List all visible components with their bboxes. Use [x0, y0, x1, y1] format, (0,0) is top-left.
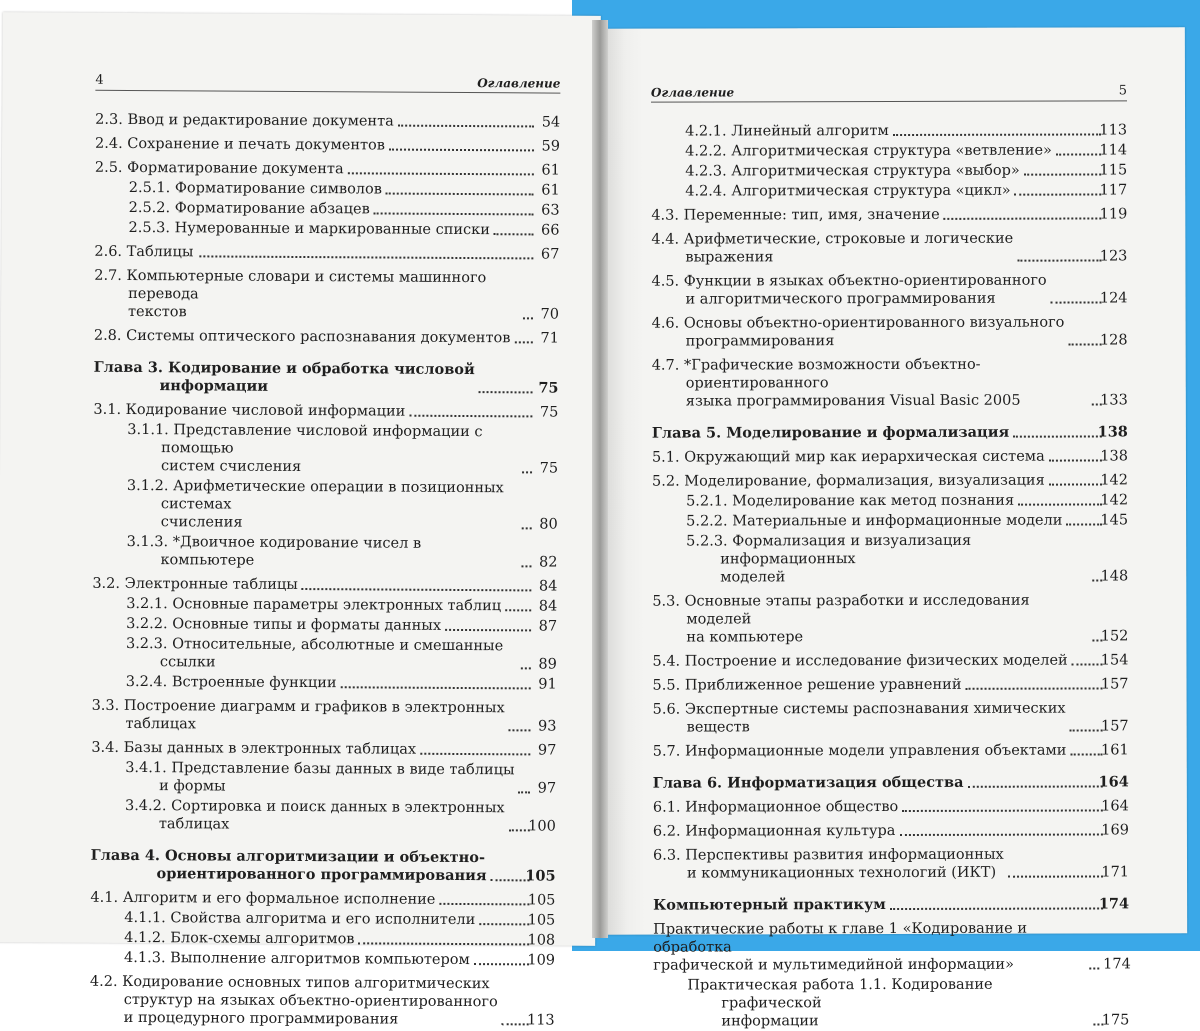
toc-entry-title: 5.6. Экспертные системы распознавания химических веществ	[652, 700, 1066, 736]
toc-entry	[94, 243, 559, 264]
toc-entry	[94, 327, 559, 348]
toc-entry-title: Глава 6. Информатизация общества	[652, 773, 964, 792]
dot-leader	[439, 903, 529, 906]
toc-entry-title: 4.2.1. Линейный алгоритм	[685, 123, 889, 140]
toc-entry-title: 5.5. Приближенное решение уравнений	[652, 676, 962, 694]
toc-entry-title: 3.2.3. Относительные, абсолютные и смешанные ссылки	[125, 635, 504, 671]
toc-entry-title: 3.4.1. Представление базы данных в виде таблицы и формы	[125, 759, 515, 795]
right-page	[603, 27, 1187, 1030]
toc-entry-page: 142	[1100, 492, 1129, 509]
toc-entry-page: 161	[1100, 742, 1129, 759]
toc-entry-title: 3.1.1. Представление числовой информации с помощью систем счисления	[127, 421, 483, 476]
toc-entry	[651, 121, 1127, 140]
toc-entry-page: 164	[1098, 773, 1129, 791]
dot-leader	[479, 923, 529, 925]
dot-leader	[479, 391, 533, 393]
toc-entry-page: 148	[1100, 568, 1129, 585]
toc-entry	[94, 219, 559, 240]
toc-entry-title: 6.3. Перспективы развития информационных и коммуникационных технологий (ИКТ)	[652, 846, 1004, 882]
toc-entry-page: 119	[1099, 206, 1128, 223]
toc-entry	[95, 159, 560, 180]
toc-entry-title: 2.4. Сохранение и печать документов	[94, 135, 386, 154]
dot-leader	[509, 729, 531, 731]
toc-entry-title: 5.4. Построение и исследование физических моделей	[652, 652, 1068, 670]
dot-leader	[521, 667, 531, 669]
toc-entry	[90, 973, 555, 1030]
dot-leader	[518, 791, 530, 793]
toc-entry	[653, 797, 1129, 816]
toc-entry-title: 5.1. Окружающий мир как иерархическая система	[651, 448, 1045, 466]
toc-entry-title: Компьютерный практикум	[653, 896, 886, 914]
dot-leader	[521, 565, 531, 567]
toc-entry-page: 97	[537, 742, 557, 759]
toc-entry	[90, 909, 555, 930]
toc-entry-title: 3.2.4. Встроенные функции	[125, 673, 337, 692]
toc-entry-title: 4.5. Функции в языках объектно-ориентированного и алгоритмического программирования	[651, 272, 1047, 308]
book-gutter	[592, 20, 608, 938]
toc-entry	[95, 135, 560, 156]
dot-leader	[522, 471, 532, 473]
toc-entry	[652, 355, 1128, 410]
toc-entry-title: 2.5.3. Нумерованные и маркированные списки	[128, 219, 490, 239]
toc-entry-page: 157	[1100, 718, 1129, 735]
toc-entry	[652, 313, 1128, 350]
toc-entry	[652, 511, 1128, 530]
toc-entry-page: 169	[1101, 822, 1129, 839]
toc-entry	[95, 199, 560, 220]
toc-entry-title: 4.1. Алгоритм и его формальное исполнение	[90, 889, 436, 908]
dot-leader	[1018, 503, 1102, 505]
toc-entry-page: 71	[540, 330, 559, 347]
toc-entry	[652, 651, 1128, 670]
toc-entry	[95, 179, 560, 200]
dot-leader	[965, 687, 1102, 689]
toc-entry	[93, 401, 558, 422]
dot-leader	[341, 686, 531, 689]
toc-entry	[92, 673, 557, 694]
dot-leader	[514, 341, 532, 343]
toc-entry-page: 113	[526, 1012, 555, 1029]
toc-entry	[95, 111, 560, 132]
left-page-header	[95, 73, 560, 94]
toc-entry-page: 105	[527, 912, 556, 929]
dot-leader	[348, 172, 534, 175]
dot-leader	[902, 809, 1103, 812]
dot-leader	[899, 833, 1103, 836]
toc-entry-title: Практическая работа 1.1. Кодирование графической информации	[687, 976, 993, 1030]
toc-entry-title: 3.2. Электронные таблицы	[92, 575, 298, 593]
toc-entry-page: 174	[1103, 956, 1131, 973]
toc-entry-title: 3.1.2. Арифметические операции в позиционных системах счисления	[126, 477, 504, 531]
toc-chapter-entry	[653, 895, 1129, 914]
toc-entry-page: 138	[1097, 423, 1128, 441]
toc-entry	[92, 575, 557, 596]
toc-entry	[91, 759, 556, 798]
toc-entry-page: 66	[541, 222, 560, 239]
dot-leader	[420, 753, 530, 756]
toc-entry-title: 3.1.3. *Двоичное кодирование чисел в компьютере	[126, 533, 422, 569]
dot-leader	[890, 907, 1103, 910]
toc-entry	[652, 447, 1128, 466]
toc-entry-title: 4.2.3. Алгоритмическая структура «выбор»	[685, 162, 1020, 180]
toc-entry-page: 133	[1100, 392, 1128, 409]
left-page	[0, 12, 601, 1029]
toc-entry-page: 113	[1099, 122, 1128, 139]
dot-leader	[386, 193, 534, 196]
dot-leader	[1013, 435, 1102, 437]
toc-entry-page: 108	[527, 932, 556, 949]
dot-leader	[358, 942, 529, 945]
toc-entry-page: 70	[540, 306, 560, 323]
right-page-header	[651, 83, 1127, 102]
toc-entry-title: Практические работы к главе 1 «Кодирование и обработка графической и мультимедийной информации»	[653, 920, 1028, 974]
toc-entry-page: 157	[1100, 676, 1129, 693]
toc-entry	[90, 889, 555, 910]
toc-entry-title: 5.2.3. Формализация и визуализация информационных моделей	[686, 532, 972, 586]
toc-entry-page: 97	[537, 780, 557, 797]
toc-entry-page: 128	[1099, 332, 1128, 349]
dot-leader	[967, 785, 1102, 787]
toc-entry-title: 3.2.2. Основные типы и форматы данных	[126, 615, 442, 634]
toc-entry	[651, 141, 1127, 160]
toc-entry-page: 175	[1101, 1012, 1130, 1029]
toc-entry	[653, 699, 1129, 736]
dot-leader	[302, 588, 532, 591]
toc-entry-title: Глава 4. Основы алгоритмизации и объектно- ориентированного программирования	[90, 846, 487, 885]
running-title: Оглавление	[650, 85, 735, 100]
toc-entry-page: 171	[1101, 864, 1130, 881]
dot-leader	[1056, 153, 1101, 155]
toc-entry-page: 75	[539, 460, 559, 477]
toc-entry-page: 105	[525, 867, 556, 885]
toc-entry	[652, 491, 1128, 510]
toc-entry-title: 4.3. Переменные: тип, имя, значение	[651, 206, 940, 224]
toc-entry-page: 109	[527, 952, 556, 969]
toc-entry-page: 63	[541, 202, 560, 219]
toc-entry	[653, 975, 1129, 1030]
toc-entry-page: 82	[538, 554, 558, 571]
toc-chapter-entry	[652, 423, 1128, 442]
toc-entry-title: 3.4. Базы данных в электронных таблицах	[91, 739, 417, 758]
toc-entry-title: Глава 5. Моделирование и формализация	[651, 423, 1010, 442]
dot-leader	[409, 415, 532, 418]
toc-entry-page: 61	[541, 182, 560, 199]
toc-entry-title: Глава 3. Кодирование и обработка числовой информации	[93, 358, 475, 395]
toc-entry-page: 59	[541, 138, 561, 155]
toc-entry-title: 4.1.2. Блок-схемы алгоритмов	[124, 929, 355, 948]
toc-entry-page: 87	[538, 618, 558, 635]
toc-entry-title: 4.2. Кодирование основных типов алгоритмических структур на языках объектно-ориентированного и процедурного программирования	[89, 973, 498, 1028]
toc-entry-title: 6.1. Информационное общество	[652, 798, 899, 816]
toc-entry	[92, 615, 557, 636]
toc-entry-title: 4.7. *Графические возможности объектно-ориентированного языка программирования Visual Basic 2005	[651, 356, 1021, 410]
dot-leader	[474, 963, 529, 965]
toc-entry	[92, 533, 557, 572]
toc-entry-page: 93	[537, 718, 557, 735]
toc-entry-page: 124	[1099, 290, 1128, 307]
toc-entry-page: 114	[1099, 142, 1128, 159]
toc-entry	[91, 697, 556, 736]
toc-entry-page: 84	[538, 578, 558, 595]
toc-entry	[653, 919, 1129, 974]
toc-entry-title: 2.6. Таблицы	[94, 243, 194, 261]
table-of-contents	[90, 111, 561, 1030]
dot-leader	[1089, 967, 1099, 969]
toc-entry-page: 75	[539, 404, 559, 421]
toc-entry-page: 105	[527, 892, 556, 909]
toc-entry-title: 2.3. Ввод и редактирование документа	[95, 111, 394, 130]
dot-leader	[1008, 875, 1103, 877]
toc-entry-title: 4.4. Арифметические, строковые и логические выражения	[651, 230, 1014, 266]
toc-entry-page: 54	[541, 114, 561, 131]
toc-entry	[652, 471, 1128, 490]
toc-entry	[651, 181, 1127, 200]
toc-entry-title: 6.2. Информационная культура	[652, 823, 896, 840]
toc-entry	[93, 421, 558, 478]
dot-leader	[893, 133, 1101, 136]
page-number: 5	[1118, 83, 1127, 99]
toc-entry-page: 84	[538, 598, 558, 615]
toc-entry-title: 2.5.1. Форматирование символов	[128, 179, 382, 198]
table-of-contents	[651, 121, 1129, 1030]
dot-leader	[1051, 301, 1102, 303]
toc-entry	[92, 595, 557, 616]
toc-entry-page: 174	[1098, 895, 1130, 913]
dot-leader	[1070, 729, 1103, 731]
toc-entry	[653, 741, 1129, 760]
toc-entry-title: 2.8. Системы оптического распознавания документов	[93, 327, 511, 347]
running-title: Оглавление	[477, 76, 561, 91]
toc-entry-title: 4.2.2. Алгоритмическая структура «ветвление»	[685, 142, 1052, 160]
toc-entry-title: 4.2.4. Алгоритмическая структура «цикл»	[685, 182, 1011, 200]
toc-entry	[653, 821, 1129, 840]
toc-entry-title: 5.2. Моделирование, формализация, визуализация	[651, 472, 1045, 490]
dot-leader	[398, 125, 534, 128]
toc-entry	[651, 205, 1127, 224]
toc-entry-page: 61	[541, 162, 560, 179]
dot-leader	[944, 217, 1102, 219]
dot-leader	[502, 1023, 529, 1025]
toc-entry-title: 4.6. Основы объектно-ориентированного визуального программирования	[651, 314, 1065, 350]
toc-entry	[653, 675, 1129, 694]
toc-entry	[90, 949, 555, 970]
toc-entry-page: 154	[1100, 652, 1129, 669]
dot-leader	[508, 829, 529, 831]
dot-leader	[199, 255, 533, 259]
toc-entry-title: 3.4.2. Сортировка и поиск данных в электронных таблицах	[124, 797, 505, 833]
toc-entry-title: 5.3. Основные этапы разработки и исследования моделей на компьютере	[652, 592, 1030, 646]
toc-entry-page: 117	[1099, 182, 1128, 199]
dot-leader	[1017, 259, 1101, 261]
toc-chapter-entry	[91, 847, 556, 886]
toc-entry	[91, 797, 556, 836]
toc-entry	[91, 739, 556, 760]
toc-entry-title: 3.3. Построение диаграмм и графиков в электронных таблицах	[91, 697, 505, 733]
dot-leader	[505, 609, 531, 611]
toc-entry-page: 80	[539, 516, 558, 533]
toc-entry	[651, 161, 1127, 180]
toc-entry-page: 142	[1100, 472, 1129, 489]
toc-entry	[653, 845, 1129, 882]
page-number: 4	[95, 72, 104, 88]
toc-entry	[652, 591, 1128, 646]
dot-leader	[374, 212, 534, 215]
toc-entry-page: 91	[538, 676, 557, 693]
toc-entry-page: 89	[538, 656, 557, 673]
dot-leader	[1072, 663, 1103, 665]
toc-entry-page: 115	[1099, 162, 1128, 179]
toc-entry-title: 4.1.1. Свойства алгоритма и его исполнители	[124, 909, 476, 929]
toc-entry	[90, 929, 555, 950]
toc-entry-page: 75	[538, 379, 559, 397]
toc-entry-title: 5.2.1. Моделирование как метод познания	[686, 492, 1015, 510]
dot-leader	[1070, 753, 1102, 755]
toc-entry-title: 2.5. Форматирование документа	[94, 159, 344, 178]
toc-entry-title: 2.7. Компьютерные словари и системы машинного перевода текстов	[94, 267, 487, 321]
dot-leader	[494, 233, 534, 235]
toc-entry-title: 5.2.2. Материальные и информационные модели	[686, 512, 1063, 530]
toc-entry	[652, 531, 1128, 586]
toc-entry-title: 5.7. Информационные модели управления объектами	[652, 742, 1067, 760]
toc-chapter-entry	[94, 359, 559, 398]
dot-leader	[1024, 173, 1101, 175]
toc-entry-page: 164	[1101, 798, 1129, 815]
toc-entry-title: 2.5.2. Форматирование абзацев	[128, 199, 370, 218]
dot-leader	[1049, 483, 1102, 485]
toc-entry	[651, 229, 1127, 266]
toc-chapter-entry	[653, 773, 1129, 792]
dot-leader	[1015, 193, 1102, 195]
dot-leader	[491, 879, 530, 881]
toc-entry-page: 152	[1100, 628, 1129, 645]
dot-leader	[523, 317, 533, 319]
dot-leader	[445, 629, 531, 632]
dot-leader	[1066, 523, 1102, 525]
toc-entry	[651, 271, 1127, 308]
dot-leader	[522, 527, 532, 529]
dot-leader	[1049, 459, 1102, 461]
toc-entry-title: 3.2.1. Основные параметры электронных таблиц	[126, 595, 502, 615]
toc-entry	[93, 477, 558, 534]
toc-entry-title: 4.1.3. Выполнение алгоритмов компьютером	[124, 949, 470, 969]
dot-leader	[389, 149, 534, 152]
toc-entry	[92, 635, 557, 674]
dot-leader	[1068, 343, 1101, 345]
toc-entry-page: 100	[528, 818, 556, 835]
toc-entry-page: 145	[1100, 512, 1129, 529]
toc-entry-page: 138	[1100, 448, 1128, 465]
toc-entry-page: 123	[1099, 248, 1128, 265]
toc-entry-page: 67	[540, 246, 560, 263]
toc-entry	[94, 267, 559, 324]
toc-entry-title: 3.1. Кодирование числовой информации	[93, 401, 406, 420]
